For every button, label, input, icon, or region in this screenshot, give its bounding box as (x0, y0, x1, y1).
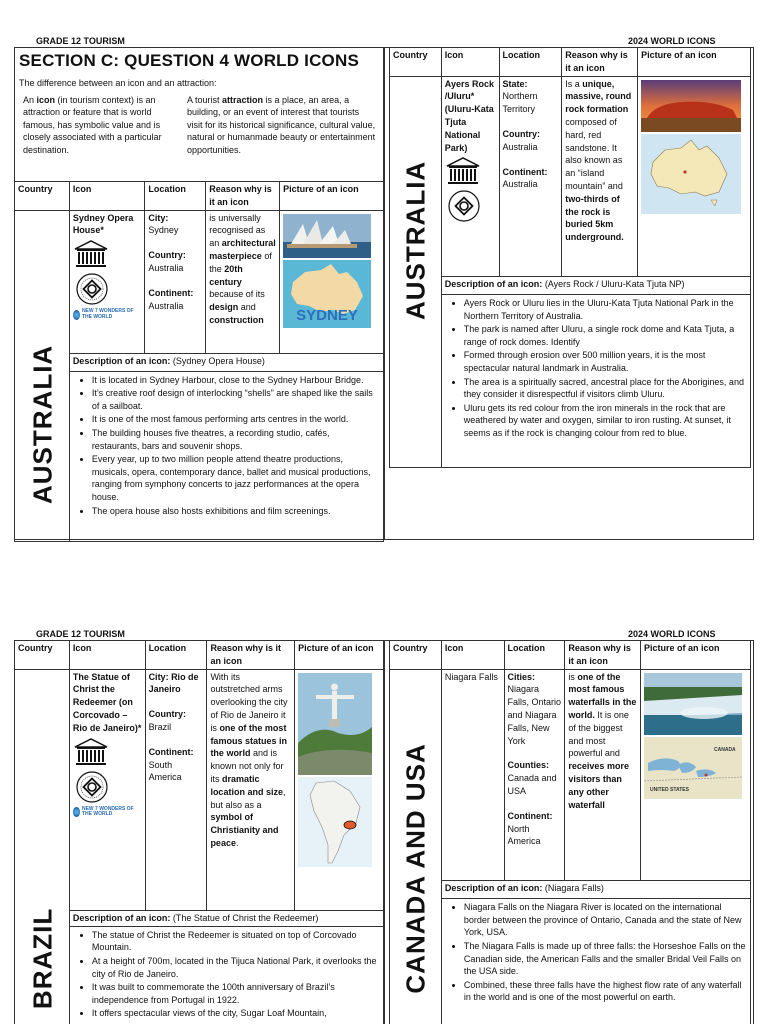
world-heritage-icon (75, 770, 109, 804)
col-icon: Icon (441, 48, 499, 77)
state-label: State: (502, 78, 528, 89)
desc-header: Description of an icon: (Ayers Rock / Uluru-Kata Tjuta NP) (441, 276, 750, 294)
niagara-panel (384, 640, 754, 1024)
country-label: Country: (502, 128, 540, 139)
icon-name: Ayers Rock /Uluru* (Uluru-Kata Tjuta National Park) (444, 78, 494, 153)
col-icon: Icon (69, 641, 145, 670)
niagara-region-map (644, 737, 742, 799)
col-country: Country (15, 182, 70, 211)
continent-value: North America (507, 823, 541, 847)
niagara-falls-photo (644, 673, 742, 735)
cities-value: Niagara Falls, Ontario and Niagara Falls, New York (507, 684, 562, 746)
col-country: Country (390, 48, 442, 77)
header-left: GRADE 12 TOURISM (36, 36, 125, 46)
col-country: Country (15, 641, 70, 670)
picture-cell (295, 669, 384, 910)
map-label-usa: UNITED STATES (650, 786, 690, 793)
brazil-bullets (74, 929, 379, 1020)
list-item: • The building houses five theatres, a recording studio, cafés, restaurants, bars and souvenir shops. (92, 427, 379, 452)
desc-header: Description of an icon: (Sydney Opera House) (69, 353, 383, 371)
desc-body (69, 926, 383, 1024)
col-country: Country (390, 641, 442, 670)
icon-cell (69, 669, 145, 910)
city-label: City: Rio de Janeiro (148, 671, 199, 695)
col-reason: Reason why is it an icon (207, 641, 295, 670)
header-right: 2024 WORLD ICONS (628, 629, 716, 639)
map-label-canada: CANADA (714, 746, 736, 753)
list-item: • Formed through erosion over 500 million years, it is the most spectacular natural landmark in Australia. (464, 349, 746, 374)
list-item: • The park is named after Uluru, a single rock dome and Kata Tjuta, a range of rock domes. Identify (464, 323, 746, 348)
country-name: AUSTRALIA (400, 160, 431, 320)
country-label: Country: (148, 250, 186, 261)
list-item: • Niagara Falls on the Niagara River is located on the international border between the province of Ontario, Canada and the state of New York, USA. (464, 901, 746, 939)
country-value: Brazil (148, 721, 172, 732)
col-picture: Picture of an icon (641, 641, 751, 670)
attraction-definition: A tourist attraction is a place, an area, a building, or an event of interest that tourists visit for its historical significance, cultural value, natural or humanmade beauty or entertainment opportunities. (187, 94, 376, 155)
country-cell (390, 669, 442, 1024)
city-value: Sydney (148, 225, 179, 236)
location-cell (145, 669, 207, 910)
col-reason: Reason why is it an icon (562, 48, 638, 77)
list-item: • It offers spectacular views of the city, Sugar Loaf Mountain, (92, 1007, 379, 1020)
col-picture: Picture of an icon (638, 48, 751, 77)
list-item: • The Niagara Falls is made up of three falls: the Horseshoe Falls on the Canadian side, the American Falls and the smaller Bridal Veil Falls on the USA side. (464, 940, 746, 978)
desc-body (441, 899, 750, 1024)
icon-cell (441, 669, 504, 880)
counties-label: Counties: (507, 760, 550, 771)
list-item: • It is one of the most famous performing arts centres in the world. (92, 413, 379, 426)
south-america-map (298, 777, 372, 867)
new7wonders-logo-icon: NEW 7 WONDERS OF THE WORLD (73, 807, 142, 818)
city-label: City: (148, 212, 169, 223)
col-picture: Picture of an icon (295, 641, 384, 670)
reason-cell: is universally recognised as an architectural masterpiece of the 20th century because of its design and construction (206, 210, 280, 353)
country-name: AUSTRALIA (27, 344, 58, 504)
reason-cell: Is a unique, massive, round rock formation composed of hard, red sandstone. It also known as an “island mountain” and two-thirds of the rock is buried 5km underground. (562, 76, 638, 276)
sydney-map-label: SYDNEY (296, 306, 358, 324)
continent-value: Australia (502, 179, 538, 190)
unesco-logo-icon (73, 737, 109, 767)
icon-name: Niagara Falls (444, 671, 498, 682)
col-location: Location (504, 641, 565, 670)
country-label: Country: (148, 709, 187, 720)
list-item: • It’s creative roof design of interlocking “shells” are shaped like the sails of a sailboat. (92, 387, 379, 412)
reason-cell: With its outstretched arms overlooking the city of Rio de Janeiro it is one of the most famous statues in the world and is known not only for its dramatic location and size, but also as a symbol of Christianity and peace. (207, 669, 295, 910)
desc-header: Description of an icon: (Niagara Falls) (441, 880, 750, 899)
country-name: BRAZIL (27, 907, 58, 1009)
niagara-bullets (446, 901, 746, 1004)
col-location: Location (145, 182, 206, 211)
desc-header: Description of an icon: (The Statue of Christ the Redeemer) (69, 910, 383, 926)
header-right: 2024 WORLD ICONS (628, 36, 716, 46)
col-picture: Picture of an icon (280, 182, 384, 211)
state-value: Northern Territory (502, 91, 538, 115)
continent-label: Continent: (148, 287, 194, 298)
list-item: • The area is a spiritually sacred, ancestral place for the Aborigines, and they consider it disrespectful if visitors climb Uluru. (464, 376, 746, 401)
col-reason: Reason why is it an icon (565, 641, 641, 670)
col-icon: Icon (441, 641, 504, 670)
list-item: • At a height of 700m, located in the Tijuca National Park, it overlooks the city of Rio de Janeiro. (92, 955, 379, 980)
header-left: GRADE 12 TOURISM (36, 629, 125, 639)
brazil-panel (14, 640, 384, 1024)
country-cell (15, 669, 70, 1024)
christ-redeemer-photo (298, 673, 372, 775)
list-item: • It is located in Sydney Harbour, close to the Sydney Harbour Bridge. (92, 374, 379, 387)
continent-value: South America (148, 759, 182, 783)
list-item: • The opera house also hosts exhibitions and film screenings. (92, 505, 379, 518)
icon-definition: An icon (in tourism context) is an attraction or feature that is world famous, has symbolic value and is closely associated with a particular destination. (23, 94, 162, 155)
col-location: Location (145, 641, 207, 670)
list-item: • Combined, these three falls have the highest flow rate of any waterfall in the world and is one of the most powerful on earth. (464, 979, 746, 1004)
continent-value: Australia (148, 300, 184, 311)
location-cell (504, 669, 565, 880)
country-value: Australia (148, 262, 184, 273)
country-name: CANADA AND USA (400, 742, 431, 994)
list-item: • It was built to commemorate the 100th anniversary of Brazil’s independence from Portugal in 1922. (92, 981, 379, 1006)
page-title: SECTION C: QUESTION 4 WORLD ICONS (19, 51, 360, 70)
counties-value: Canada and USA (507, 773, 557, 796)
niagara-table (389, 640, 751, 1024)
col-location: Location (499, 48, 562, 77)
col-reason: Reason why is it an icon (206, 182, 280, 211)
list-item: • The statue of Christ the Redeemer is situated on top of Corcovado Mountain. (92, 929, 379, 954)
reason-cell: is one of the most famous waterfalls in the world. It is one of the biggest and most powerful and receives more visitors than any other waterfall (565, 669, 641, 880)
continent-label: Continent: (507, 810, 553, 821)
list-item: • Ayers Rock or Uluru lies in the Uluru-Kata Tjuta National Park in the Northern Territory of Australia. (464, 297, 746, 322)
country-value: Australia (502, 141, 538, 152)
continent-label: Continent: (502, 166, 548, 177)
icon-name: Sydney Opera House* (72, 212, 134, 236)
brazil-table (14, 640, 384, 1024)
list-item: • Uluru gets its red colour from the iron minerals in the rock that are weathered by water and oxygen, similar to iron rusting. At sunset, it seems as if the rock is changing colour from red to blue. (464, 402, 746, 440)
list-item: • Every year, up to two million people attend theatre productions, musicals, opera, contemporary dance, ballet and musical productions, ranging from symphony concerts to jazz performances at the opera house. (92, 453, 379, 503)
new7wonders-logo-icon: NEW 7 WONDERS OF THE WORLD (73, 309, 142, 320)
icon-name: The Statue of Christ the Redeemer (on Corcovado – Rio de Janeiro)* (72, 671, 142, 733)
col-icon: Icon (69, 182, 145, 211)
intro-line: The difference between an icon and an attraction: (19, 78, 217, 88)
continent-label: Continent: (148, 746, 194, 757)
cities-label: Cities: (507, 671, 536, 682)
picture-cell (641, 669, 751, 880)
